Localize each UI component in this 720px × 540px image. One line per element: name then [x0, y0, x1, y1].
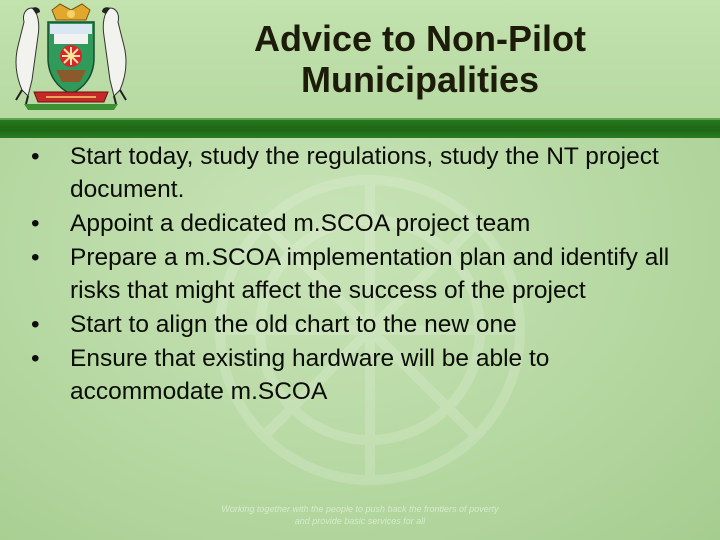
bullet-text: Appoint a dedicated m.SCOA project team — [70, 210, 531, 237]
bullet-text: Ensure that existing hardware will be able to accommodate m.SCOA — [70, 345, 550, 405]
coat-of-arms-icon — [2, 0, 140, 112]
title-line-1: Advice to Non-Pilot — [254, 18, 586, 59]
bullet-text: Start today, study the regulations, study the NT project document. — [70, 143, 659, 203]
bullet-item — [28, 342, 678, 408]
slide-title — [170, 18, 670, 100]
title-line-2: Municipalities — [300, 59, 540, 100]
footer-slogan — [180, 503, 540, 527]
bullet-text: Prepare a m.SCOA implementation plan and identify all risks that might affect the success of the project — [70, 244, 670, 304]
bullet-icon: • — [31, 143, 40, 170]
bullet-icon: • — [31, 345, 40, 372]
bullet-item — [28, 140, 678, 206]
bullet-icon: • — [31, 311, 40, 338]
bullet-item — [28, 207, 678, 240]
footer-line-1: Working together with the people to push back the frontiers of poverty — [221, 504, 499, 514]
footer-line-2: and provide basic services for all — [294, 516, 426, 526]
bullet-icon: • — [31, 210, 40, 237]
bullet-text: Start to align the old chart to the new one — [70, 311, 517, 338]
header-rule — [0, 118, 720, 138]
bullet-list — [28, 140, 678, 409]
bullet-icon: • — [31, 244, 40, 271]
bullet-item — [28, 241, 678, 307]
bullet-item — [28, 308, 678, 341]
